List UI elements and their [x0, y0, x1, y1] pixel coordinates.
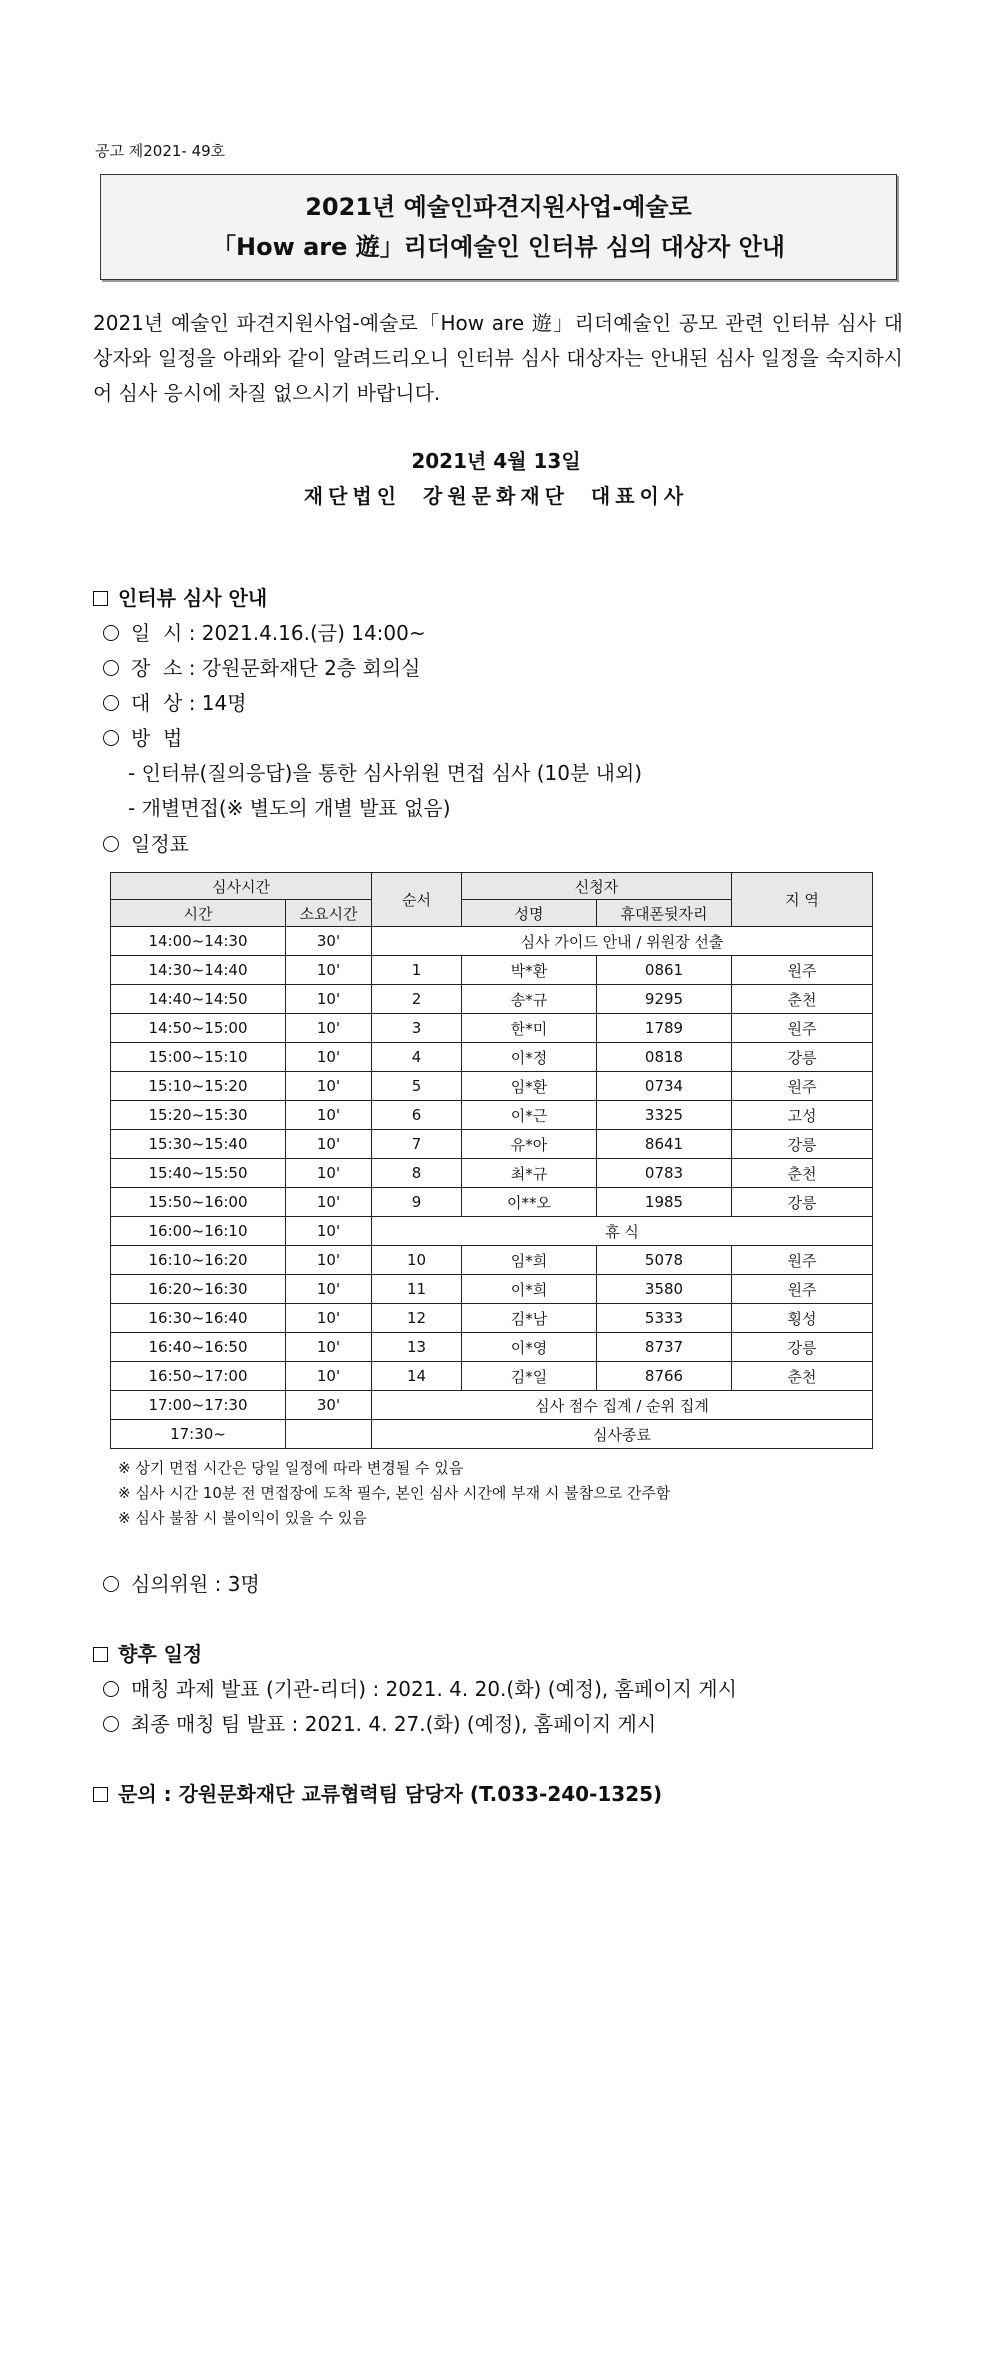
cell-duration: 10': [286, 1188, 372, 1217]
cell-region: 강릉: [732, 1188, 873, 1217]
table-row: [111, 1130, 873, 1159]
info-item-date: 일 시 : 2021.4.16.(금) 14:00~: [103, 617, 426, 646]
circle-bullet-icon: [103, 695, 119, 711]
header-region: 지 역: [732, 873, 873, 927]
title-line-1: 2021년 예술인파견지원사업-예술로: [305, 193, 692, 221]
table-row: [111, 1014, 873, 1043]
notice-number: 공고 제2021- 49호: [95, 142, 226, 160]
cell-time: 14:30~14:40: [111, 956, 286, 985]
contact-text: 문의 : 강원문화재단 교류협력팀 담당자 (T.033-240-1325): [118, 1782, 663, 1806]
cell-name: 임*환: [462, 1072, 597, 1101]
cell-name: 유*아: [462, 1130, 597, 1159]
cell-time: 14:40~14:50: [111, 985, 286, 1014]
cell-duration: 10': [286, 1362, 372, 1391]
future-item-1: 매칭 과제 발표 (기관-리더) : 2021. 4. 20.(화) (예정), 홈페이지 게시: [103, 1673, 737, 1702]
cell-order: 14: [372, 1362, 462, 1391]
cell-duration: 10': [286, 1333, 372, 1362]
cell-duration: 10': [286, 1130, 372, 1159]
cell-duration: 10': [286, 956, 372, 985]
cell-merged-note: 심사 점수 집계 / 순위 집계: [372, 1391, 873, 1420]
cell-name: 박*환: [462, 956, 597, 985]
cell-phone: 1789: [597, 1014, 732, 1043]
table-row: [111, 985, 873, 1014]
table-row: [111, 1420, 873, 1449]
cell-phone: 8766: [597, 1362, 732, 1391]
cell-order: 2: [372, 985, 462, 1014]
cell-name: 김*일: [462, 1362, 597, 1391]
cell-order: 3: [372, 1014, 462, 1043]
cell-time: 15:10~15:20: [111, 1072, 286, 1101]
square-bullet-icon: [93, 591, 108, 606]
header-name: 성명: [462, 900, 597, 927]
cell-region: 원주: [732, 1072, 873, 1101]
cell-duration: 10': [286, 1217, 372, 1246]
table-row: [111, 1304, 873, 1333]
circle-bullet-icon: [103, 730, 119, 746]
cell-order: 12: [372, 1304, 462, 1333]
cell-merged-note: 휴 식: [372, 1217, 873, 1246]
table-row: [111, 1043, 873, 1072]
cell-phone: 0861: [597, 956, 732, 985]
cell-order: 9: [372, 1188, 462, 1217]
circle-bullet-icon: [103, 625, 119, 641]
cell-order: 1: [372, 956, 462, 985]
table-row: [111, 1101, 873, 1130]
cell-name: 최*규: [462, 1159, 597, 1188]
cell-order: 7: [372, 1130, 462, 1159]
table-row: [111, 1246, 873, 1275]
square-bullet-icon: [93, 1647, 108, 1662]
cell-order: 10: [372, 1246, 462, 1275]
announcement-date: 2021년 4월 13일: [411, 449, 581, 473]
header-applicant: 신청자: [462, 873, 732, 900]
cell-region: 원주: [732, 1246, 873, 1275]
cell-duration: 10': [286, 1014, 372, 1043]
cell-name: 김*남: [462, 1304, 597, 1333]
table-row: [111, 1159, 873, 1188]
header-duration: 소요시간: [286, 900, 372, 927]
cell-time: 17:30~: [111, 1420, 286, 1449]
intro-paragraph: 2021년 예술인 파견지원사업-예술로「How are 遊」리더예술인 공모 관련 인터뷰 심사 대상자와 일정을 아래와 같이 알려드리오니 인터뷰 심사 대상자는 안내된 심사 일정을 숙지하시어 심사 응시에 차질 없으시기 바랍니다.: [93, 311, 903, 405]
cell-order: 6: [372, 1101, 462, 1130]
cell-name: 한*미: [462, 1014, 597, 1043]
cell-phone: 0783: [597, 1159, 732, 1188]
cell-region: 춘천: [732, 1159, 873, 1188]
schedule-table-body: [111, 927, 873, 1449]
cell-phone: 1985: [597, 1188, 732, 1217]
cell-duration: 10': [286, 1159, 372, 1188]
cell-duration: 30': [286, 927, 372, 956]
cell-name: 이**오: [462, 1188, 597, 1217]
circle-bullet-icon: [103, 660, 119, 676]
table-row: [111, 1217, 873, 1246]
cell-region: 원주: [732, 1014, 873, 1043]
note-3: ※ 심사 불참 시 불이익이 있을 수 있음: [118, 1509, 367, 1527]
circle-bullet-icon: [103, 836, 119, 852]
cell-merged-note: 심사종료: [372, 1420, 873, 1449]
cell-phone: 0734: [597, 1072, 732, 1101]
cell-time: 15:30~15:40: [111, 1130, 286, 1159]
section-interview-title: 인터뷰 심사 안내: [118, 586, 268, 610]
cell-region: 횡성: [732, 1304, 873, 1333]
table-row: [111, 1275, 873, 1304]
cell-name: 이*희: [462, 1275, 597, 1304]
cell-name: 이*근: [462, 1101, 597, 1130]
method-detail-2: - 개별면접(※ 별도의 개별 발표 없음): [128, 796, 451, 820]
header-exam-time: 심사시간: [111, 873, 372, 900]
cell-time: 16:30~16:40: [111, 1304, 286, 1333]
cell-name: 이*영: [462, 1333, 597, 1362]
table-row: [111, 927, 873, 956]
cell-phone: 5333: [597, 1304, 732, 1333]
section-future-heading: [93, 1638, 202, 1667]
organization-signature: 재단법인 강원문화재단 대표이사: [303, 484, 689, 508]
cell-order: 11: [372, 1275, 462, 1304]
circle-bullet-icon: [103, 1716, 119, 1732]
cell-time: 16:40~16:50: [111, 1333, 286, 1362]
cell-phone: 8641: [597, 1130, 732, 1159]
cell-duration: 10': [286, 985, 372, 1014]
cell-name: 임*희: [462, 1246, 597, 1275]
table-row: [111, 1188, 873, 1217]
square-bullet-icon: [93, 1787, 108, 1802]
cell-time: 14:00~14:30: [111, 927, 286, 956]
contact-line: [93, 1778, 662, 1807]
cell-duration: 10': [286, 1072, 372, 1101]
cell-name: 이*정: [462, 1043, 597, 1072]
cell-phone: 9295: [597, 985, 732, 1014]
note-2: ※ 심사 시간 10분 전 면접장에 도착 필수, 본인 심사 시간에 부재 시 불참으로 간주함: [118, 1484, 671, 1502]
cell-name: 송*규: [462, 985, 597, 1014]
cell-time: 16:50~17:00: [111, 1362, 286, 1391]
schedule-table: [110, 872, 873, 1449]
cell-duration: 30': [286, 1391, 372, 1420]
cell-merged-note: 심사 가이드 안내 / 위원장 선출: [372, 927, 873, 956]
schedule-notes: [118, 1456, 670, 1531]
cell-region: 강릉: [732, 1130, 873, 1159]
info-item-method: 방 법: [103, 722, 182, 751]
cell-duration: 10': [286, 1101, 372, 1130]
cell-region: 강릉: [732, 1043, 873, 1072]
cell-time: 15:20~15:30: [111, 1101, 286, 1130]
header-phone: 휴대폰뒷자리: [597, 900, 732, 927]
table-row: [111, 1333, 873, 1362]
judges-item: 심의위원 : 3명: [103, 1568, 260, 1597]
info-item-place: 장 소 : 강원문화재단 2층 회의실: [103, 652, 420, 681]
cell-duration: 10': [286, 1246, 372, 1275]
cell-phone: 3580: [597, 1275, 732, 1304]
cell-region: 춘천: [732, 1362, 873, 1391]
title-box: [100, 174, 897, 280]
cell-region: 고성: [732, 1101, 873, 1130]
table-row: [111, 1391, 873, 1420]
info-item-target: 대 상 : 14명: [103, 687, 247, 716]
section-future-title: 향후 일정: [118, 1642, 203, 1666]
cell-duration: 10': [286, 1043, 372, 1072]
method-detail-1: - 인터뷰(질의응답)을 통한 심사위원 면접 심사 (10분 내외): [128, 761, 643, 785]
circle-bullet-icon: [103, 1681, 119, 1697]
section-interview-heading: [93, 582, 267, 611]
title-line-2: 「How are 遊」리더예술인 인터뷰 심의 대상자 안내: [212, 233, 785, 261]
cell-duration: 10': [286, 1275, 372, 1304]
note-1: ※ 상기 면접 시간은 당일 일정에 따라 변경될 수 있음: [118, 1459, 464, 1477]
table-row: [111, 1362, 873, 1391]
cell-region: 강릉: [732, 1333, 873, 1362]
cell-time: 16:00~16:10: [111, 1217, 286, 1246]
cell-phone: 8737: [597, 1333, 732, 1362]
cell-time: 15:50~16:00: [111, 1188, 286, 1217]
cell-region: 춘천: [732, 985, 873, 1014]
cell-phone: 5078: [597, 1246, 732, 1275]
cell-time: 16:20~16:30: [111, 1275, 286, 1304]
circle-bullet-icon: [103, 1576, 119, 1592]
cell-time: 17:00~17:30: [111, 1391, 286, 1420]
cell-time: 14:50~15:00: [111, 1014, 286, 1043]
header-order: 순서: [372, 873, 462, 927]
header-time: 시간: [111, 900, 286, 927]
cell-order: 8: [372, 1159, 462, 1188]
cell-phone: 3325: [597, 1101, 732, 1130]
future-item-2: 최종 매칭 팀 발표 : 2021. 4. 27.(화) (예정), 홈페이지 게시: [103, 1708, 656, 1737]
cell-time: 16:10~16:20: [111, 1246, 286, 1275]
cell-phone: 0818: [597, 1043, 732, 1072]
cell-order: 4: [372, 1043, 462, 1072]
table-row: [111, 1072, 873, 1101]
cell-time: 15:40~15:50: [111, 1159, 286, 1188]
cell-region: 원주: [732, 1275, 873, 1304]
table-row: [111, 956, 873, 985]
cell-duration: 10': [286, 1304, 372, 1333]
cell-time: 15:00~15:10: [111, 1043, 286, 1072]
cell-region: 원주: [732, 956, 873, 985]
schedule-label-item: 일정표: [103, 828, 189, 857]
cell-order: 13: [372, 1333, 462, 1362]
cell-duration: [286, 1420, 372, 1449]
cell-order: 5: [372, 1072, 462, 1101]
